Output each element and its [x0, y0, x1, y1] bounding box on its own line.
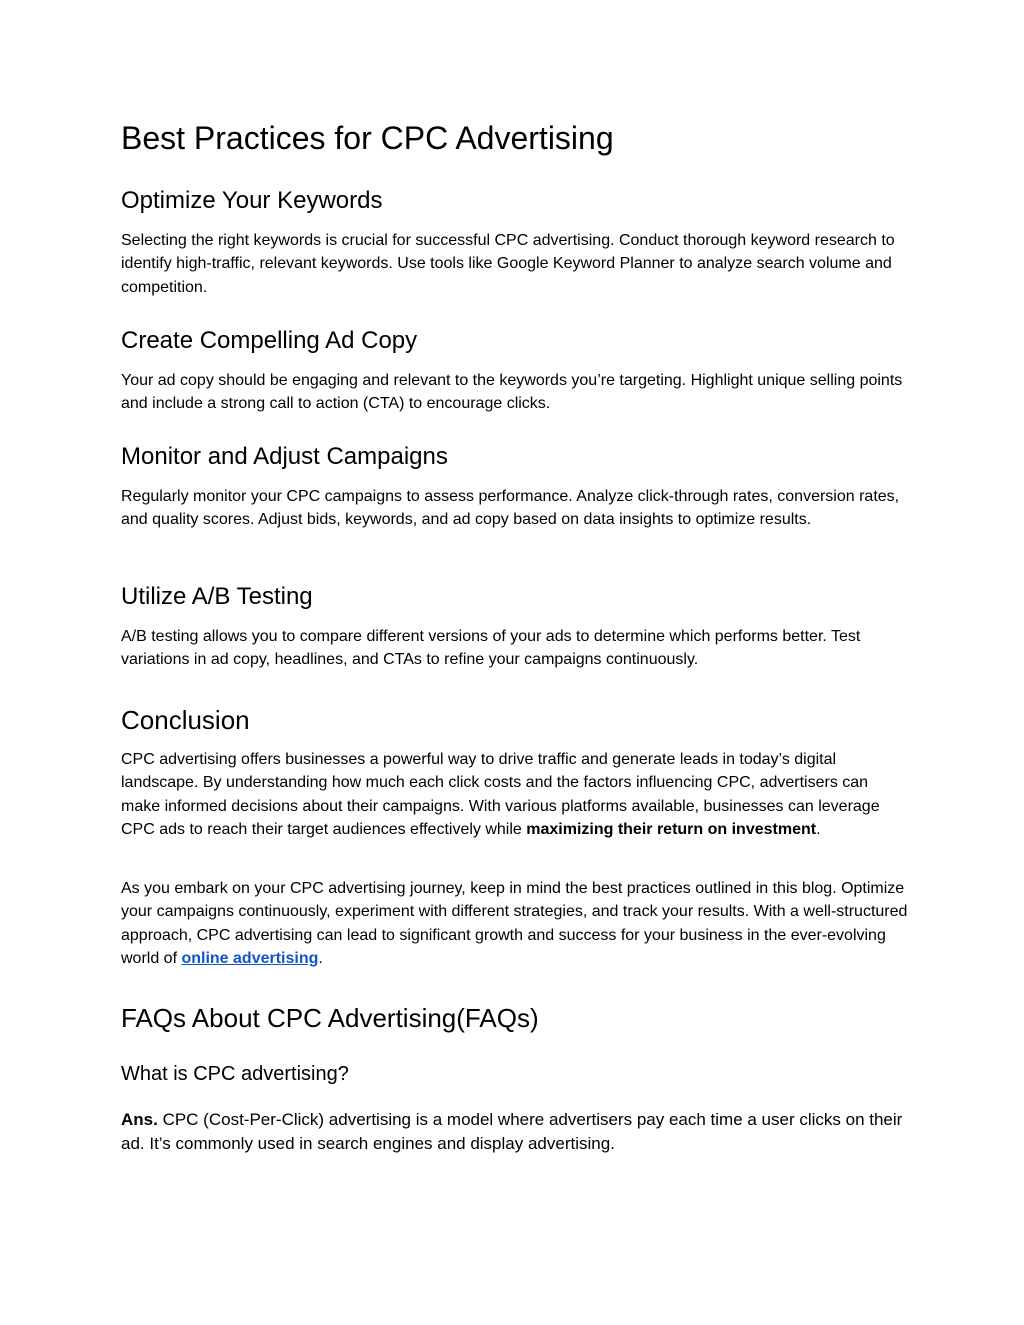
heading-optimize-keywords: Optimize Your Keywords [121, 187, 383, 214]
paragraph-ad-copy: Your ad copy should be engaging and relevant to the keywords you’re targeting. Highlight unique selling points and include a strong call to action (CTA) to encourage clicks. [121, 372, 903, 413]
heading-conclusion: Conclusion [121, 705, 250, 735]
conclusion-1-bold: maximizing their return on investment [526, 820, 817, 838]
conclusion-2-text: As you embark on your CPC advertising journey, keep in mind the best practices outlined in this blog. Optimize your campaigns continuously, experiment with different strategies, and track your results. With a well-structured approach, CPC advertising can lead to significant growth and success for your business in the ever-evolving world of [121, 880, 908, 967]
paragraph-ab-testing: A/B testing allows you to compare different versions of your ads to determine which performs better. Test variations in ad copy, headlines, and CTAs to refine your campaigns continuously. [121, 628, 861, 669]
faq-answer [121, 1108, 911, 1156]
paragraph-conclusion-1 [121, 748, 911, 841]
paragraph-monitor-campaigns: Regularly monitor your CPC campaigns to assess performance. Analyze click-through rates, conversion rates, and quality scores. Adjust bids, keywords, and ad copy based on data insights to optimize results. [121, 488, 900, 529]
conclusion-2-end: . [318, 949, 323, 967]
heading-ab-testing: Utilize A/B Testing [121, 583, 313, 610]
paragraph-conclusion-2 [121, 877, 911, 970]
faq-answer-label: Ans. [121, 1110, 158, 1129]
faq-answer-text: CPC (Cost-Per-Click) advertising is a model where advertisers pay each time a user clicks on their ad. It’s commonly used in search engines and display advertising. [121, 1110, 903, 1153]
conclusion-1-end: . [816, 820, 821, 838]
heading-faqs: FAQs About CPC Advertising(FAQs) [121, 1003, 539, 1033]
page-title: Best Practices for CPC Advertising [121, 120, 614, 156]
paragraph-optimize-keywords: Selecting the right keywords is crucial for successful CPC advertising. Conduct thorough keyword research to identify high-traffic, relevant keywords. Use tools like Google Keyword Planner to analyze search volume and competition. [121, 232, 895, 296]
online-advertising-link[interactable]: online advertising [181, 949, 319, 967]
heading-monitor-campaigns: Monitor and Adjust Campaigns [121, 443, 448, 470]
conclusion-1-text: CPC advertising offers businesses a powerful way to drive traffic and generate leads in today’s digital landscape. By understanding how much each click costs and the factors influencing CPC, advertisers can make informed decisions about their campaigns. With various platforms available, businesses can leverage CPC ads to reach their target audiences effectively while [121, 751, 880, 838]
heading-ad-copy: Create Compelling Ad Copy [121, 327, 418, 354]
faq-question: What is CPC advertising? [121, 1063, 349, 1085]
